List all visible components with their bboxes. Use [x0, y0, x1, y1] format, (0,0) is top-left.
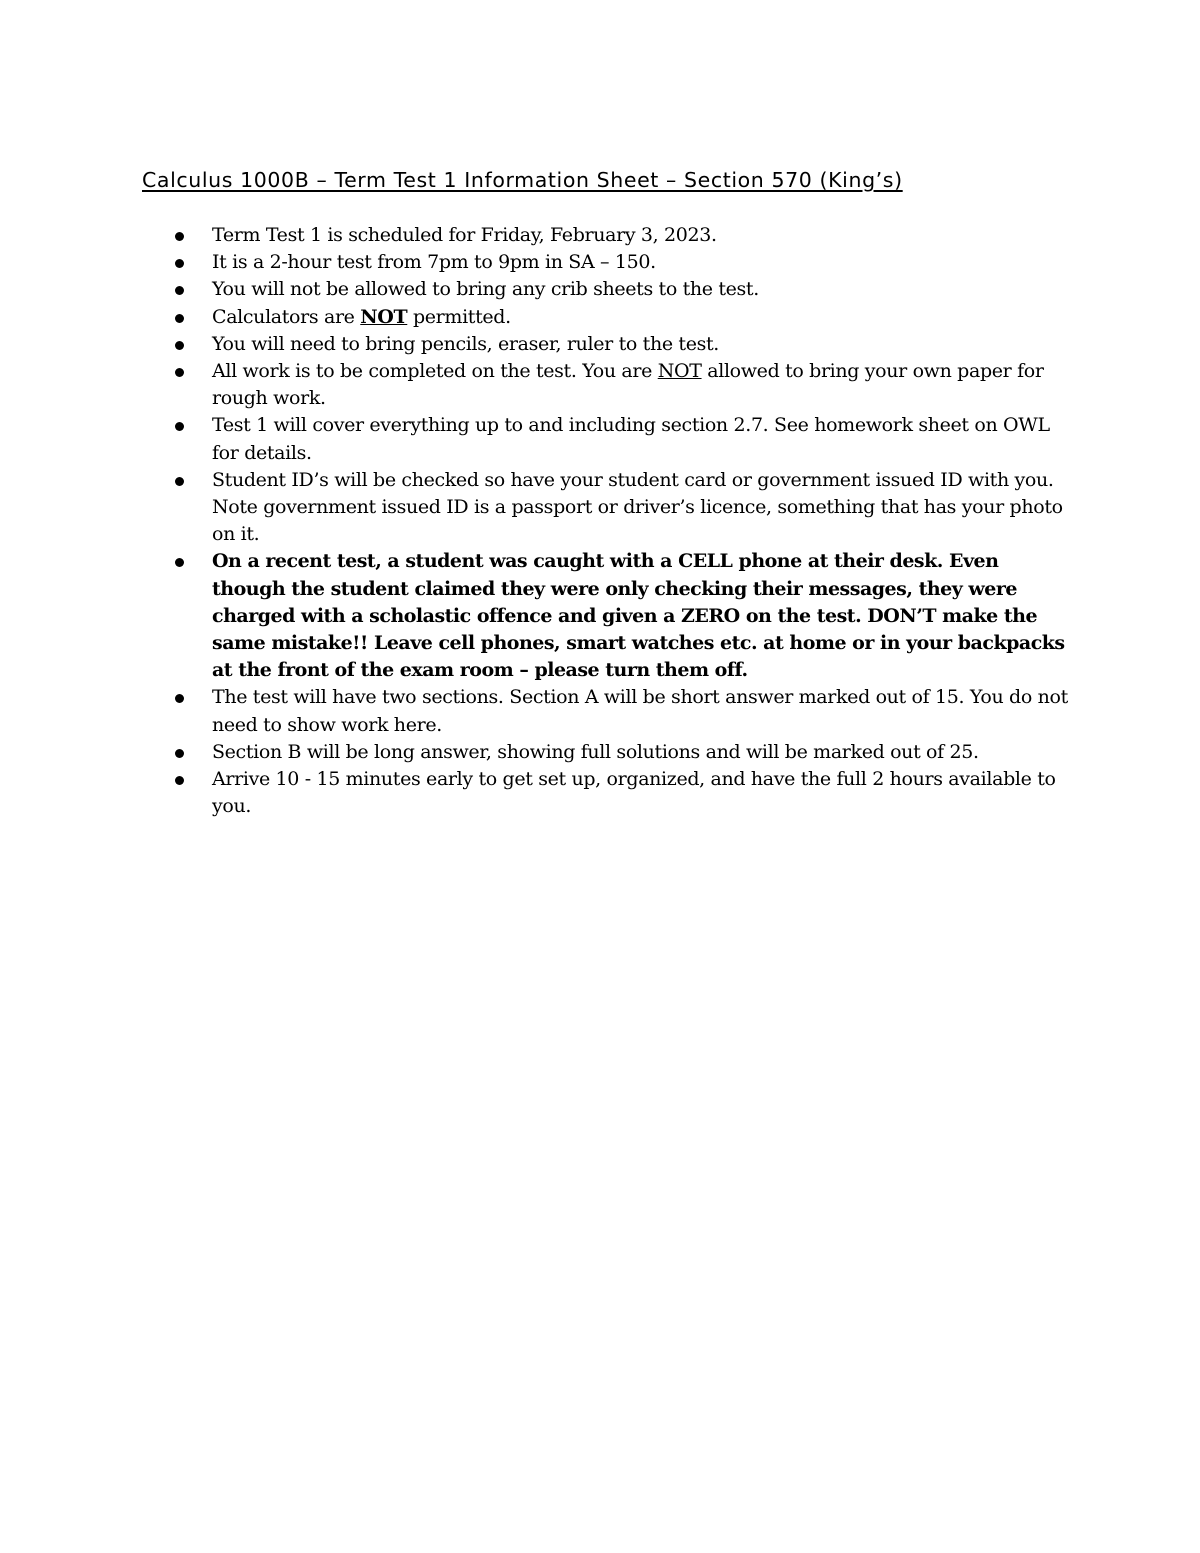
bullet-text: The test will have two sections. Section A will be short answer marked out of 15. You do not need to show work here.	[212, 686, 1068, 736]
bullet-item-crib-sheets	[175, 276, 1070, 303]
bullet-text: Student ID’s will be checked so have your student card or government issued ID with you. Note government issued ID is a passport or driver’s licence, something that has your photo on it.	[212, 468, 1063, 546]
bullet-emphasis-not: NOT	[360, 305, 408, 328]
bullet-text-after: allowed to bring your own paper for rough work.	[212, 360, 1044, 410]
bullet-item-section-b	[175, 739, 1070, 766]
bullet-item-student-id	[175, 467, 1070, 549]
bullet-text: Term Test 1 is scheduled for Friday, February 3, 2023.	[212, 224, 717, 246]
bullet-dot-icon	[175, 477, 184, 486]
bullet-dot-icon	[175, 558, 184, 567]
bullet-item-arrive-early	[175, 766, 1070, 820]
bullet-dot-icon	[175, 422, 184, 431]
bullet-item-coverage	[175, 412, 1070, 466]
bullet-item-calculators	[175, 304, 1070, 331]
bullet-dot-icon	[175, 314, 184, 323]
bullet-text: Test 1 will cover everything up to and including section 2.7. See homework sheet on OWL for details.	[212, 414, 1050, 464]
bullet-text-before: Calculators are	[212, 305, 361, 328]
bullet-dot-icon	[175, 776, 184, 785]
bullet-item-test-date	[175, 222, 1070, 249]
bullet-item-supplies	[175, 331, 1070, 358]
bullet-item-cell-phone-warning	[175, 548, 1070, 684]
bullet-text-before: All work is to be completed on the test. You are	[212, 360, 658, 383]
bullet-dot-icon	[175, 368, 184, 377]
bullet-text: You will not be allowed to bring any crib sheets to the test.	[212, 278, 759, 301]
info-bullet-list	[175, 222, 1070, 820]
bullet-text	[212, 358, 1070, 412]
bullet-dot-icon	[175, 694, 184, 703]
bullet-dot-icon	[175, 259, 184, 268]
bullet-text: It is a 2-hour test from 7pm to 9pm in SA – 150.	[212, 251, 656, 274]
bullet-text	[212, 304, 1070, 331]
bullet-text: On a recent test, a student was caught with a CELL phone at their desk. Even though the student claimed they were only checking their messages, they were charged with a scholastic offence and given a ZERO on the test. DON’T make the same mistake!! Leave cell phones, smart watches etc. at home or in your backpacks at the front of the exam room – please turn them off.	[212, 550, 1065, 682]
bullet-dot-icon	[175, 232, 184, 241]
bullet-item-rough-work	[175, 358, 1070, 412]
bullet-dot-icon	[175, 749, 184, 758]
bullet-emphasis-not: NOT	[657, 360, 702, 383]
bullet-item-sections	[175, 684, 1070, 738]
bullet-text-after: permitted.	[407, 305, 511, 328]
bullet-dot-icon	[175, 341, 184, 350]
document-title: Calculus 1000B – Term Test 1 Information Sheet – Section 570 (King’s)	[142, 168, 903, 192]
bullet-item-test-time-location	[175, 249, 1070, 276]
bullet-dot-icon	[175, 286, 184, 295]
bullet-text: Section B will be long answer, showing full solutions and will be marked out of 25.	[212, 740, 979, 763]
bullet-text: Arrive 10 - 15 minutes early to get set up, organized, and have the full 2 hours available to you.	[212, 768, 1056, 818]
bullet-text: You will need to bring pencils, eraser, ruler to the test.	[212, 332, 719, 355]
